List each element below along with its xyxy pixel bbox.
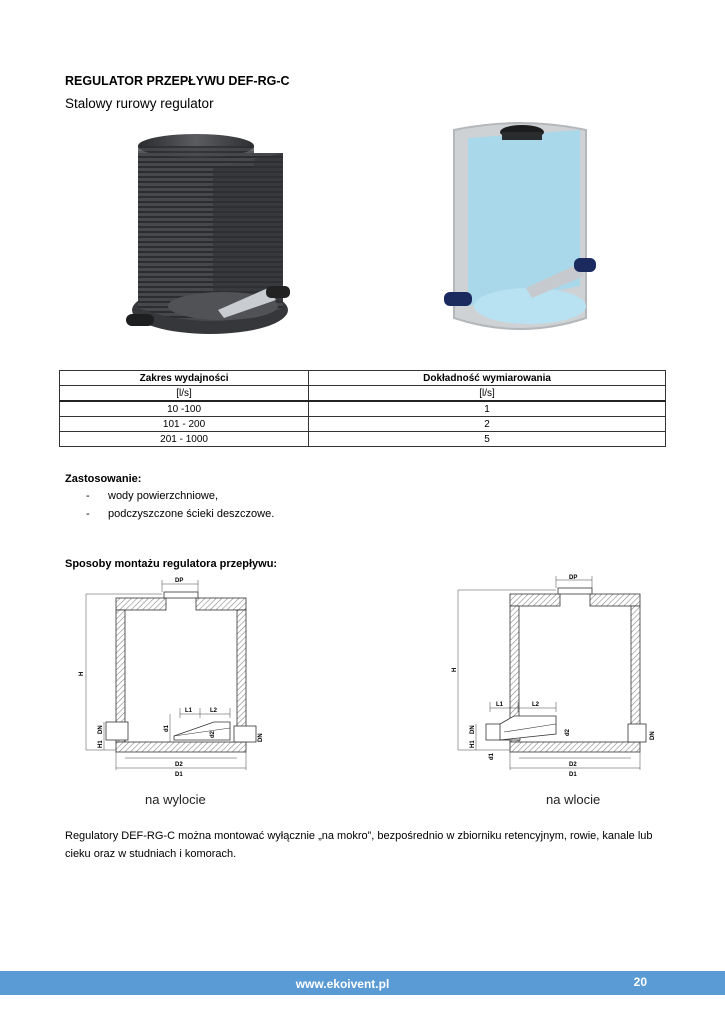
dn-label: DN [98, 725, 104, 734]
dp-label: DP [175, 578, 184, 584]
footer-bar [0, 971, 725, 995]
table-unit: [l/s] [60, 386, 309, 402]
dn-label: DN [470, 725, 476, 734]
dn-label: DN [258, 733, 264, 742]
l1-label: L1 [496, 702, 504, 708]
table-header: Dokładność wymiarowania [309, 371, 666, 386]
table-row [60, 432, 666, 447]
capacity-table [59, 370, 666, 447]
mounting-heading: Sposoby montażu regulatora przepływu: [65, 558, 278, 570]
l2-label: L2 [532, 702, 540, 708]
d2-dim-label: D2 [175, 762, 183, 768]
d2-label: d2 [565, 728, 571, 736]
table-cell: 1 [309, 401, 666, 417]
list-item: - wody powierzchniowe, [86, 490, 219, 502]
d1-dim-label: D1 [175, 772, 183, 778]
l1-label: L1 [185, 708, 193, 714]
website-link[interactable]: www.ekoivent.pl [295, 977, 390, 991]
outlet-mount-diagram [78, 572, 268, 782]
h1-label: H1 [98, 740, 104, 748]
table-row [60, 417, 666, 432]
table-unit: [l/s] [309, 386, 666, 402]
applications-heading: Zastosowanie: [65, 473, 142, 485]
dn-label: DN [650, 731, 656, 740]
outlet-caption: na wylocie [145, 792, 206, 807]
table-cell: 201 - 1000 [60, 432, 309, 447]
d2-dim-label: D2 [569, 762, 577, 768]
table-cell: 2 [309, 417, 666, 432]
installation-note: Regulatory DEF-RG-C można montować wyłącznie „na mokro”, bezpośrednio w zbiorniku retencyjnym, rowie, kanale lub cieku oraz w studniach i komorach. [65, 830, 653, 860]
d1-dim-label: D1 [569, 772, 577, 778]
page-title: REGULATOR PRZEPŁYWU DEF-RG-C [65, 74, 290, 88]
table-header: Zakres wydajności [60, 371, 309, 386]
concrete-regulator-image [440, 118, 600, 343]
inlet-caption: na wlocie [546, 792, 601, 807]
inlet-mount-diagram [448, 572, 656, 782]
list-item-label: wody powierzchniowe, [108, 490, 219, 502]
d1-label: d1 [489, 752, 495, 760]
table-cell: 10 -100 [60, 401, 309, 417]
h1-label: H1 [470, 740, 476, 748]
page-number: 20 [633, 975, 647, 989]
list-item: - podczyszczone ścieki deszczowe. [86, 508, 275, 520]
d2-label: d2 [210, 730, 216, 738]
h-label: H [79, 671, 85, 676]
l2-label: L2 [210, 708, 218, 714]
table-row [60, 401, 666, 417]
page-subtitle: Stalowy rurowy regulator [65, 96, 214, 111]
table-cell: 101 - 200 [60, 417, 309, 432]
h-label: H [452, 667, 458, 672]
table-cell: 5 [309, 432, 666, 447]
d1-label: d1 [164, 724, 170, 732]
dp-label: DP [569, 575, 578, 581]
steel-regulator-image [118, 128, 298, 343]
list-item-label: podczyszczone ścieki deszczowe. [108, 508, 275, 520]
